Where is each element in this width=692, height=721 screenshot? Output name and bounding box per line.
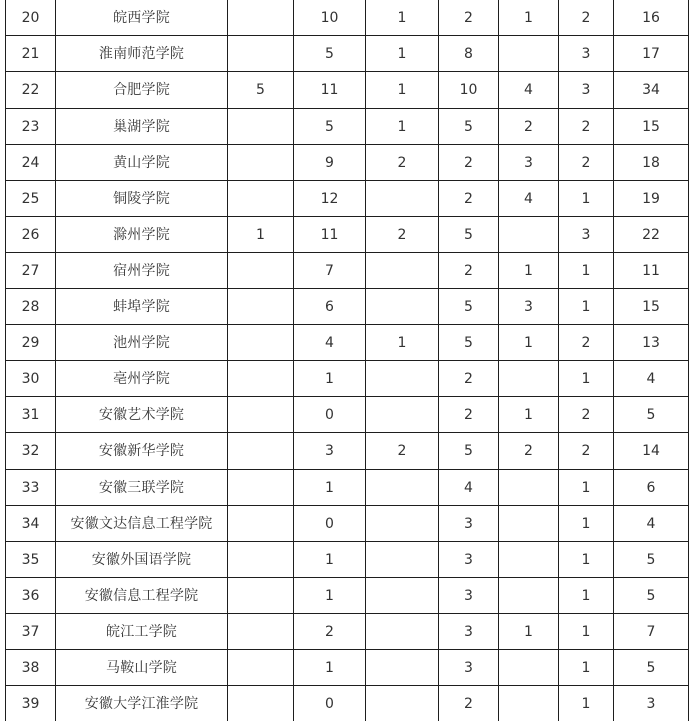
table-row	[6, 542, 689, 578]
cell-col-5: 1	[499, 397, 559, 433]
cell-col-4: 8	[439, 36, 499, 72]
cell-col-3: 1	[366, 72, 439, 109]
cell-col-5	[499, 686, 559, 721]
cell-col-6: 1	[559, 578, 614, 614]
cell-index: 33	[6, 470, 56, 506]
cell-col-6: 2	[559, 397, 614, 433]
cell-col-1	[228, 145, 294, 181]
cell-col-1	[228, 686, 294, 721]
cell-total: 5	[614, 650, 689, 686]
cell-col-3	[366, 397, 439, 433]
cell-col-3: 1	[366, 325, 439, 361]
cell-college-name: 铜陵学院	[56, 181, 228, 217]
cell-col-2: 2	[294, 614, 366, 650]
cell-college-name: 蚌埠学院	[56, 289, 228, 325]
cell-col-3	[366, 253, 439, 289]
cell-col-1	[228, 325, 294, 361]
cell-col-1	[228, 361, 294, 397]
cell-col-1	[228, 506, 294, 542]
table-row	[6, 397, 689, 433]
table-row	[6, 578, 689, 614]
cell-col-2: 1	[294, 578, 366, 614]
cell-col-5: 2	[499, 109, 559, 145]
cell-college-name: 安徽艺术学院	[56, 397, 228, 433]
table-row	[6, 470, 689, 506]
table-row	[6, 109, 689, 145]
cell-col-6: 2	[559, 0, 614, 36]
cell-col-2: 6	[294, 289, 366, 325]
table-row	[6, 289, 689, 325]
cell-college-name: 皖西学院	[56, 0, 228, 36]
cell-col-2: 1	[294, 650, 366, 686]
cell-col-4: 5	[439, 109, 499, 145]
cell-col-2: 0	[294, 506, 366, 542]
cell-col-5: 3	[499, 145, 559, 181]
cell-col-2: 11	[294, 72, 366, 109]
cell-col-4: 3	[439, 614, 499, 650]
table-row	[6, 217, 689, 253]
cell-col-6: 1	[559, 289, 614, 325]
college-stats-table	[5, 0, 689, 721]
cell-index: 22	[6, 72, 56, 109]
table-row	[6, 361, 689, 397]
table-row	[6, 72, 689, 109]
cell-col-2: 10	[294, 0, 366, 36]
cell-col-6: 3	[559, 72, 614, 109]
cell-col-2: 4	[294, 325, 366, 361]
cell-col-3: 2	[366, 217, 439, 253]
cell-col-5: 4	[499, 181, 559, 217]
cell-col-2: 3	[294, 433, 366, 470]
cell-total: 5	[614, 397, 689, 433]
cell-col-3	[366, 650, 439, 686]
cell-college-name: 巢湖学院	[56, 109, 228, 145]
cell-college-name: 亳州学院	[56, 361, 228, 397]
cell-col-5	[499, 650, 559, 686]
cell-col-2: 0	[294, 686, 366, 721]
cell-col-1	[228, 289, 294, 325]
table-row	[6, 36, 689, 72]
cell-total: 14	[614, 433, 689, 470]
cell-college-name: 合肥学院	[56, 72, 228, 109]
cell-total: 11	[614, 253, 689, 289]
cell-college-name: 滁州学院	[56, 217, 228, 253]
cell-col-5: 3	[499, 289, 559, 325]
cell-college-name: 池州学院	[56, 325, 228, 361]
cell-col-2: 5	[294, 109, 366, 145]
cell-index: 35	[6, 542, 56, 578]
cell-col-3	[366, 361, 439, 397]
cell-college-name: 安徽信息工程学院	[56, 578, 228, 614]
cell-col-1	[228, 614, 294, 650]
cell-col-1: 1	[228, 217, 294, 253]
cell-index: 26	[6, 217, 56, 253]
cell-col-1	[228, 542, 294, 578]
cell-col-5: 1	[499, 614, 559, 650]
cell-col-1	[228, 181, 294, 217]
cell-index: 34	[6, 506, 56, 542]
cell-col-3: 1	[366, 0, 439, 36]
table-row	[6, 506, 689, 542]
cell-col-3	[366, 289, 439, 325]
cell-index: 27	[6, 253, 56, 289]
cell-index: 38	[6, 650, 56, 686]
cell-col-6: 1	[559, 650, 614, 686]
cell-col-1	[228, 109, 294, 145]
cell-college-name: 马鞍山学院	[56, 650, 228, 686]
table-row	[6, 0, 689, 36]
cell-index: 31	[6, 397, 56, 433]
cell-col-6: 1	[559, 686, 614, 721]
cell-col-1	[228, 397, 294, 433]
cell-total: 6	[614, 470, 689, 506]
cell-college-name: 安徽文达信息工程学院	[56, 506, 228, 542]
cell-index: 20	[6, 0, 56, 36]
cell-col-1	[228, 470, 294, 506]
cell-col-4: 5	[439, 289, 499, 325]
cell-col-3: 1	[366, 36, 439, 72]
cell-col-4: 2	[439, 397, 499, 433]
cell-total: 7	[614, 614, 689, 650]
cell-col-4: 2	[439, 361, 499, 397]
cell-col-6: 2	[559, 145, 614, 181]
table-row	[6, 686, 689, 721]
cell-total: 19	[614, 181, 689, 217]
cell-index: 24	[6, 145, 56, 181]
cell-col-4: 2	[439, 145, 499, 181]
cell-col-5: 1	[499, 0, 559, 36]
cell-index: 29	[6, 325, 56, 361]
cell-total: 17	[614, 36, 689, 72]
cell-col-6: 2	[559, 109, 614, 145]
cell-col-2: 9	[294, 145, 366, 181]
cell-col-2: 7	[294, 253, 366, 289]
cell-col-3	[366, 181, 439, 217]
cell-col-3	[366, 686, 439, 721]
cell-total: 4	[614, 506, 689, 542]
cell-total: 13	[614, 325, 689, 361]
cell-col-6: 1	[559, 614, 614, 650]
cell-col-5: 4	[499, 72, 559, 109]
table-row	[6, 325, 689, 361]
table-row	[6, 433, 689, 470]
cell-index: 21	[6, 36, 56, 72]
cell-col-5	[499, 36, 559, 72]
cell-col-1	[228, 36, 294, 72]
cell-col-6: 1	[559, 470, 614, 506]
cell-col-2: 1	[294, 470, 366, 506]
cell-total: 15	[614, 109, 689, 145]
table-row	[6, 253, 689, 289]
cell-col-2: 1	[294, 361, 366, 397]
cell-col-4: 3	[439, 650, 499, 686]
cell-index: 23	[6, 109, 56, 145]
cell-col-6: 1	[559, 361, 614, 397]
cell-college-name: 淮南师范学院	[56, 36, 228, 72]
cell-col-6: 2	[559, 433, 614, 470]
cell-col-6: 2	[559, 325, 614, 361]
cell-col-4: 2	[439, 181, 499, 217]
table-row	[6, 650, 689, 686]
cell-col-6: 1	[559, 542, 614, 578]
cell-college-name: 安徽外国语学院	[56, 542, 228, 578]
cell-col-4: 5	[439, 325, 499, 361]
cell-col-3: 2	[366, 433, 439, 470]
cell-col-6: 1	[559, 506, 614, 542]
cell-total: 5	[614, 578, 689, 614]
cell-total: 5	[614, 542, 689, 578]
cell-col-3	[366, 614, 439, 650]
cell-col-5	[499, 578, 559, 614]
cell-index: 39	[6, 686, 56, 721]
cell-col-1	[228, 578, 294, 614]
cell-col-2: 1	[294, 542, 366, 578]
cell-col-4: 3	[439, 578, 499, 614]
cell-col-3	[366, 578, 439, 614]
cell-col-3: 1	[366, 109, 439, 145]
cell-col-3	[366, 506, 439, 542]
cell-col-4: 4	[439, 470, 499, 506]
cell-col-4: 5	[439, 217, 499, 253]
cell-col-5	[499, 361, 559, 397]
cell-college-name: 皖江工学院	[56, 614, 228, 650]
cell-total: 16	[614, 0, 689, 36]
cell-col-5	[499, 470, 559, 506]
cell-col-4: 5	[439, 433, 499, 470]
cell-total: 15	[614, 289, 689, 325]
table-row	[6, 614, 689, 650]
cell-college-name: 安徽新华学院	[56, 433, 228, 470]
cell-total: 22	[614, 217, 689, 253]
cell-col-4: 3	[439, 542, 499, 578]
cell-col-3: 2	[366, 145, 439, 181]
cell-total: 3	[614, 686, 689, 721]
cell-index: 36	[6, 578, 56, 614]
cell-index: 37	[6, 614, 56, 650]
cell-col-5	[499, 506, 559, 542]
cell-college-name: 安徽三联学院	[56, 470, 228, 506]
cell-col-4: 2	[439, 686, 499, 721]
cell-col-4: 2	[439, 0, 499, 36]
cell-index: 32	[6, 433, 56, 470]
cell-college-name: 宿州学院	[56, 253, 228, 289]
cell-col-1	[228, 650, 294, 686]
cell-col-6: 1	[559, 181, 614, 217]
cell-col-2: 12	[294, 181, 366, 217]
cell-college-name: 黄山学院	[56, 145, 228, 181]
table-body	[6, 0, 689, 721]
cell-total: 34	[614, 72, 689, 109]
cell-col-1	[228, 253, 294, 289]
cell-col-4: 10	[439, 72, 499, 109]
cell-col-5	[499, 542, 559, 578]
cell-index: 30	[6, 361, 56, 397]
cell-col-1: 5	[228, 72, 294, 109]
cell-total: 4	[614, 361, 689, 397]
cell-col-6: 3	[559, 217, 614, 253]
cell-col-2: 0	[294, 397, 366, 433]
cell-index: 25	[6, 181, 56, 217]
table-row	[6, 181, 689, 217]
table-row	[6, 145, 689, 181]
cell-col-4: 2	[439, 253, 499, 289]
cell-col-1	[228, 433, 294, 470]
cell-col-2: 5	[294, 36, 366, 72]
cell-col-1	[228, 0, 294, 36]
cell-col-2: 11	[294, 217, 366, 253]
cell-col-4: 3	[439, 506, 499, 542]
cell-college-name: 安徽大学江淮学院	[56, 686, 228, 721]
cell-col-6: 3	[559, 36, 614, 72]
cell-col-5: 1	[499, 253, 559, 289]
cell-total: 18	[614, 145, 689, 181]
cell-index: 28	[6, 289, 56, 325]
cell-col-3	[366, 542, 439, 578]
cell-col-5	[499, 217, 559, 253]
cell-col-5: 1	[499, 325, 559, 361]
cell-col-3	[366, 470, 439, 506]
cell-col-5: 2	[499, 433, 559, 470]
cell-col-6: 1	[559, 253, 614, 289]
